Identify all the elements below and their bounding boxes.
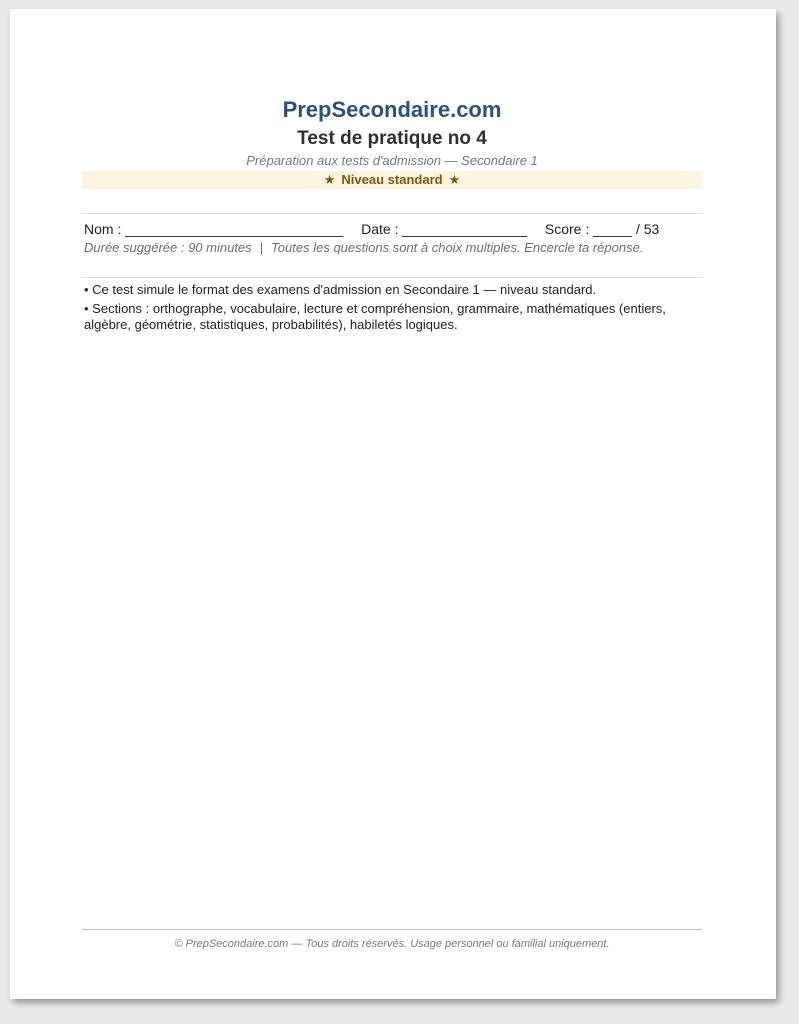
divider <box>82 213 702 214</box>
level-banner <box>82 171 702 189</box>
score-field[interactable]: _____ <box>593 221 633 237</box>
footer-divider <box>82 929 702 930</box>
star-icon: ★ <box>448 172 461 187</box>
brand-name: PrepSecondaire.com <box>282 97 502 122</box>
duration-text: Durée suggérée : 90 minutes <box>84 240 252 255</box>
page-title: Test de pratique no 4 <box>297 128 487 149</box>
document-page <box>10 9 776 999</box>
instructions-text: Toutes les questions sont à choix multiples. Encercle ta réponse. <box>271 240 644 255</box>
name-field[interactable]: ____________________________ <box>125 221 344 237</box>
test-meta-line <box>84 239 704 257</box>
level-label: Niveau standard <box>341 172 443 187</box>
name-label: Nom : <box>84 221 122 237</box>
date-field[interactable]: ________________ <box>402 221 527 237</box>
note-item: • Sections : orthographe, vocabulaire, lecture et compréhension, grammaire, mathématiques (entiers, algèbre, géométrie, statistiques, probabilités), habiletés logiques. <box>84 301 666 332</box>
star-icon: ★ <box>323 172 336 187</box>
divider <box>82 277 702 278</box>
student-info-line <box>84 220 704 238</box>
page-subtitle: Préparation aux tests d'admission — Secondaire 1 <box>246 153 538 168</box>
meta-separator: | <box>259 240 264 255</box>
document-header <box>82 97 702 189</box>
date-label: Date : <box>361 221 399 237</box>
note-item: • Ce test simule le format des examens d'admission en Secondaire 1 — niveau standard. <box>84 282 597 297</box>
intro-notes <box>84 282 704 336</box>
score-total: / 53 <box>635 221 660 237</box>
score-label: Score : <box>544 221 590 237</box>
footer-copyright: © PrepSecondaire.com — Tous droits réservés. Usage personnel ou familial uniquement. <box>174 938 610 950</box>
